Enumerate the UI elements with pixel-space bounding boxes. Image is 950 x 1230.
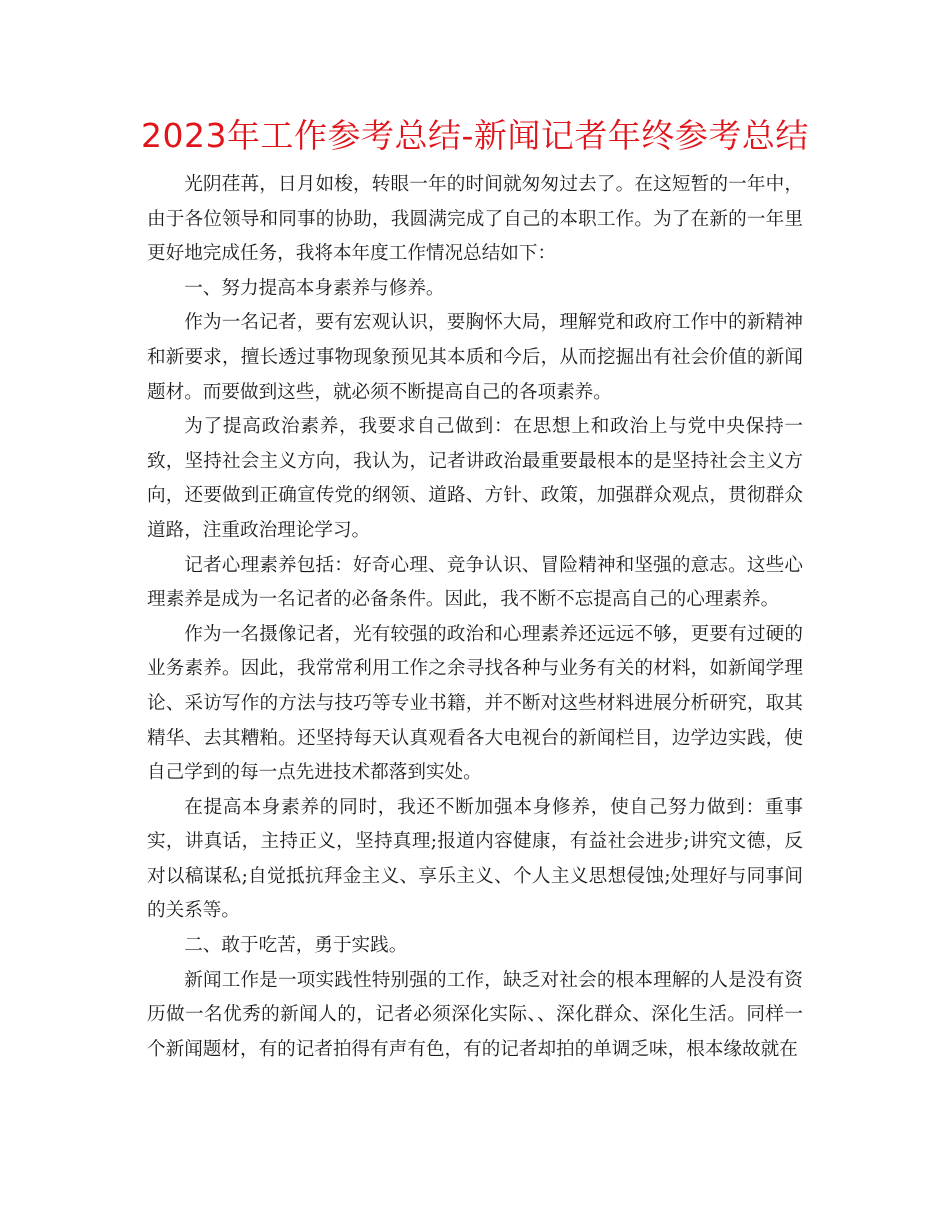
section-heading-2: 二、敢于吃苦，勇于实践。: [184, 935, 408, 957]
paragraph-intro: 光阴荏苒，日月如梭，转眼一年的时间就匆匆过去了。在这短暂的一年中，由于各位领导和同事的协助，我圆满完成了自己的本职工作。为了在新的一年里更好地完成任务，我将本年度工作情况总结如下：: [147, 174, 803, 265]
paragraph-practice: 新闻工作是一项实践性特别强的工作，缺乏对社会的根本理解的人是没有资历做一名优秀的新闻人的，记者必须深化实际、、深化群众、深化生活。同样一个新闻题材，有的记者拍得有声有色，有的记者却拍的单调乏味，根本缘故就在: [147, 969, 803, 1060]
section-heading-1: 一、努力提高本身素养与修养。: [184, 277, 445, 299]
document-body: [147, 168, 803, 1067]
paragraph-professional-literacy: 作为一名摄像记者，光有较强的政治和心理素养还远远不够，更要有过硬的业务素养。因此，我常常利用工作之余寻找各种与业务有关的材料，如新闻学理论、采访写作的方法与技巧等专业书籍，并不断对这些材料进展分析研究，取其精华、去其糟粕。还坚持每天认真观看各大电视台的新闻栏目，边学边实践，使自己学到的每一点先进技术都落到实处。: [147, 623, 803, 784]
paragraph-psychological-literacy: 记者心理素养包括：好奇心理、竞争认识、冒险精神和坚强的意志。这些心理素养是成为一名记者的必备条件。因此，我不断不忘提高自己的心理素养。: [147, 554, 803, 611]
paragraph-macro-awareness: 作为一名记者，要有宏观认识，要胸怀大局，理解党和政府工作中的新精神和新要求，擅长透过事物现象预见其本质和今后，从而挖掘出有社会价值的新闻题材。而要做到这些，就必须不断提高自己的各项素养。: [147, 312, 803, 403]
paragraph-political-literacy: 为了提高政治素养，我要求自己做到：在思想上和政治上与党中央保持一致，坚持社会主义方向，我认为，记者讲政治最重要最根本的是坚持社会主义方向，还要做到正确宣传党的纲领、道路、方针、政策，加强群众观点，贯彻群众道路，注重政治理论学习。: [147, 416, 803, 541]
paragraph-self-cultivation: 在提高本身素养的同时，我还不断加强本身修养，使自己努力做到：重事实，讲真话，主持正义，坚持真理;报道内容健康，有益社会进步;讲究文德，反对以稿谋私;自觉抵抗拜金主义、享乐主义、个人主义思想侵蚀;处理好与同事间的关系等。: [147, 796, 803, 922]
document-title: 2023年工作参考总结-新闻记者年终参考总结: [141, 116, 809, 155]
